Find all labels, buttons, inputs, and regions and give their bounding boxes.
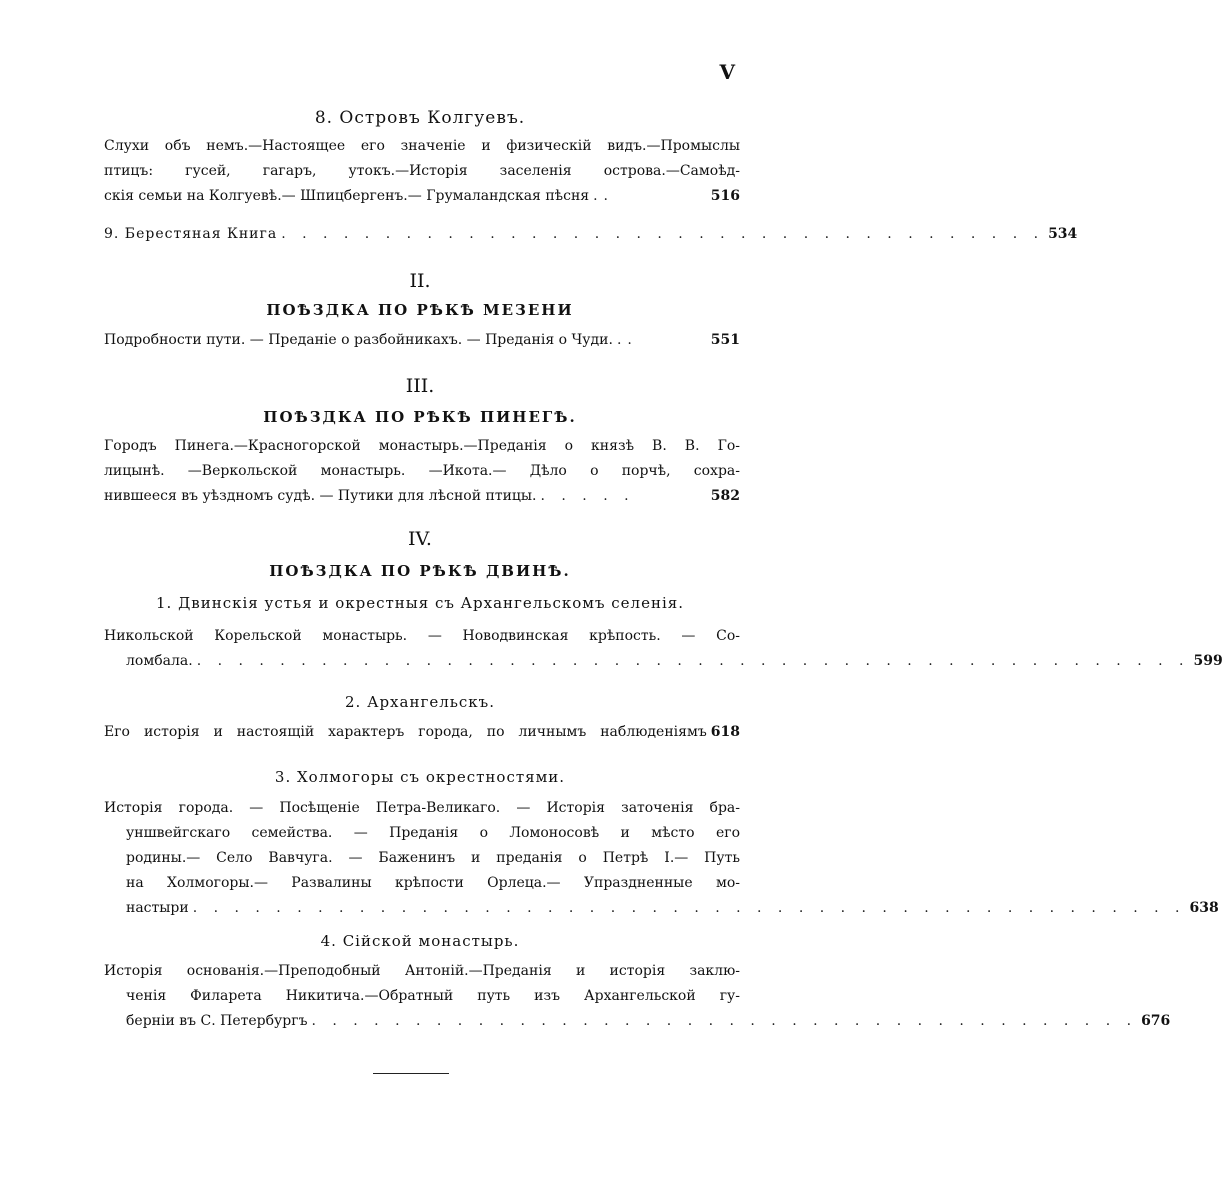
entry-berestyanaya — [104, 222, 1078, 247]
entry-line: Слухи объ немъ.—Настоящее его значеніе и физическій видъ.—Промыслы — [104, 138, 740, 154]
entry-line: настыри — [126, 900, 189, 916]
subsection-title-arkhangelsk: 2. Архангельскъ. — [345, 693, 495, 711]
dot-leader: .. — [593, 188, 615, 204]
entry-mezen — [104, 328, 740, 353]
entry-line: берніи въ С. Петербургъ — [126, 1013, 308, 1029]
entry-kholmogory — [104, 796, 1219, 921]
entry-line: Его исторія и настоящій характеръ города, по личнымъ наблюденіямъ — [104, 724, 707, 740]
part-title-dvina: ПОѢЗДКА ПО РѢКѢ ДВИНѢ. — [269, 562, 571, 580]
page-ref: 551 — [710, 332, 740, 348]
entry-line: Исторія города. — Посѣщеніе Петра-Великаго. — Исторія заточенія бра- — [104, 800, 740, 816]
subsection-title-dvina-mouths: 1. Двинскія устья и окрестныя съ Архангельскомъ селенія. — [156, 594, 684, 612]
part-title-pinega: ПОѢЗДКА ПО РѢКѢ ПИНЕГѢ. — [263, 408, 577, 426]
entry-last-line — [104, 896, 1219, 921]
page-number: V — [719, 60, 735, 84]
section-title-kolguev: 8. Островъ Колгуевъ. — [314, 108, 526, 128]
page-ref: 618 — [710, 724, 740, 740]
entry-last-line — [104, 484, 740, 509]
page-ref: 676 — [1141, 1013, 1171, 1029]
section-title-berestyanaya: 9. Берестяная Книга — [104, 226, 278, 242]
entry-last-line — [104, 720, 740, 745]
entry-last-line — [104, 328, 740, 353]
entry-line: скія семьи на Колгуевѣ.— Шпицбергенъ.— Грумаландская пѣсня — [104, 188, 590, 204]
subsection-title-siya: 4. Сійской монастырь. — [320, 932, 520, 950]
end-rule — [373, 1073, 449, 1074]
entry-last-line — [104, 222, 1078, 247]
dot-leader: . . . . . — [540, 488, 635, 504]
dot-leader: . . . . . . . . . . . . . . . . . . . . . . . . . . . . . . . . . . . . . . . . — [311, 1013, 1138, 1029]
entry-line: уншвейгскаго семейства. — Преданія о Ломоносовѣ и мѣсто его — [126, 825, 740, 841]
page-ref: 599 — [1193, 653, 1223, 669]
entry-line: ломбала. — [126, 653, 193, 669]
entry-line: ченія Филарета Никитича.—Обратный путь изъ Архангельской гу- — [126, 988, 740, 1004]
page-ref: 516 — [710, 188, 740, 204]
entry-line: птицъ: гусей, гагаръ, утокъ.—Исторія заселенія острова.—Самоѣд- — [104, 163, 740, 179]
part-numeral-4: IV. — [408, 528, 432, 550]
entry-line: родины.— Село Вавчуга. — Баженинъ и преданія о Петрѣ I.— Путь — [126, 850, 740, 866]
entry-kolguev — [104, 134, 740, 209]
entry-line: Подробности пути. — Преданіе о разбойникахъ. — Преданія о Чуди. — [104, 332, 613, 348]
subsection-title-kholmogory: 3. Холмогоры съ окрестностями. — [274, 768, 566, 786]
part-numeral-2: II. — [409, 270, 431, 292]
part-numeral-3: III. — [405, 375, 435, 397]
dot-leader: . . . . . . . . . . . . . . . . . . . . . . . . . . . . . . . . . . . . . . . . . . . . . . . . — [192, 900, 1186, 916]
dot-leader: . . . . . . . . . . . . . . . . . . . . . . . . . . . . . . . . . . . . . . . . . . . . . . . . — [196, 653, 1190, 669]
entry-line: нившееся въ уѣздномъ судѣ. — Путики для лѣсной птицы. — [104, 488, 537, 504]
entry-line: на Холмогоры.— Развалины крѣпости Орлеца.— Упраздненные мо- — [126, 875, 740, 891]
entry-siya — [104, 959, 1171, 1034]
entry-arkhangelsk — [104, 720, 740, 745]
part-title-mezen: ПОѢЗДКА ПО РѢКѢ МЕЗЕНИ — [266, 301, 574, 319]
entry-last-line — [104, 184, 740, 209]
entry-line: Исторія основанія.—Преподобный Антоній.—Преданія и исторія заклю- — [104, 963, 740, 979]
entry-dvina-mouths — [104, 624, 1223, 674]
entry-line: лицынѣ. —Веркольской монастырь. —Икота.— Дѣло о порчѣ, сохра- — [104, 463, 740, 479]
dot-leader: .. — [616, 332, 638, 348]
entry-last-line — [104, 649, 1223, 674]
entry-line: Городъ Пинега.—Красногорской монастырь.—Преданія о князѣ В. В. Го- — [104, 438, 740, 454]
entry-pinega — [104, 434, 740, 509]
entry-last-line — [104, 1009, 1171, 1034]
dot-leader: . . . . . . . . . . . . . . . . . . . . . . . . . . . . . . . . . . . . . — [281, 226, 1045, 242]
page-ref: 582 — [710, 488, 740, 504]
page-ref: 638 — [1189, 900, 1219, 916]
entry-line: Никольской Корельской монастырь. — Новодвинская крѣпость. — Со- — [104, 628, 740, 644]
page-ref: 534 — [1048, 226, 1078, 242]
